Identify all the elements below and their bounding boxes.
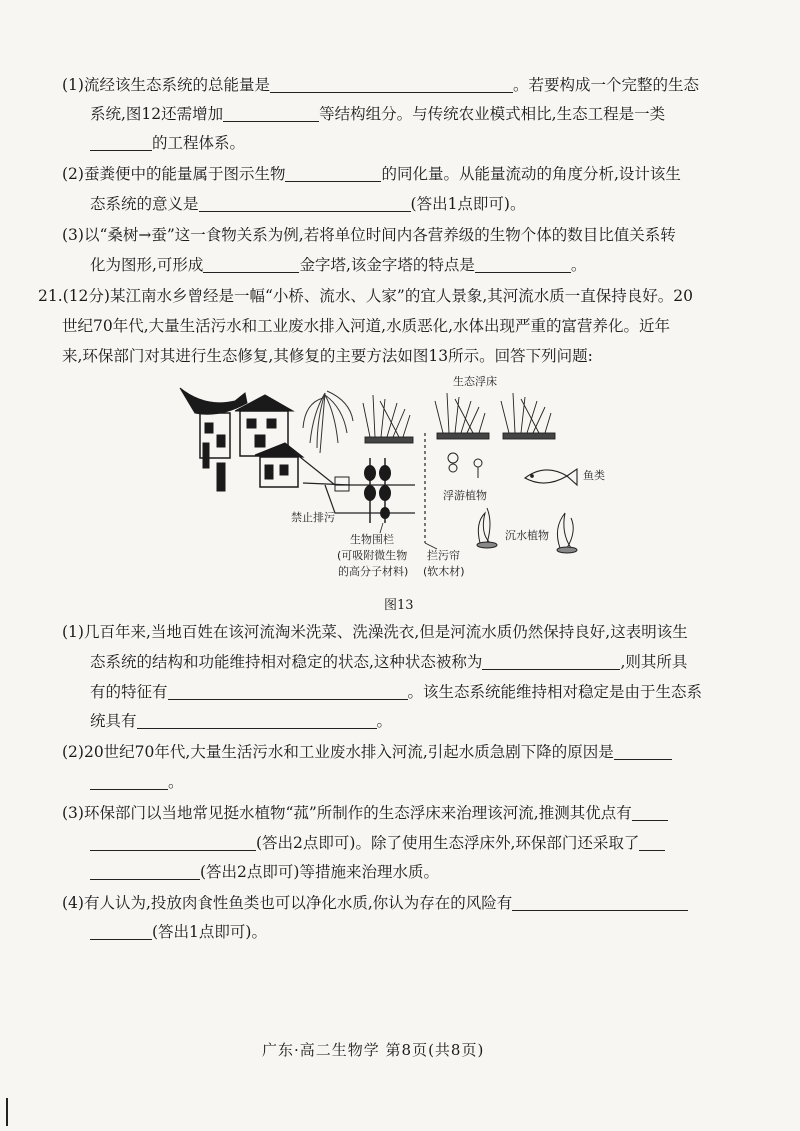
label-bio-fence: 生物围栏 (350, 533, 394, 546)
answer-blank[interactable] (137, 713, 377, 729)
q21-intro-line-b: 世纪70年代,大量生活污水和工业废水排入河道,水质恶化,水体出现严重的富营养化。近年 (62, 317, 671, 335)
willow-tree-illustration (303, 391, 353, 453)
q21-intro-line-a: 21.(12分)某江南水乡曾经是一幅“小桥、流水、人家”的宜人景象,其河流水质一直保持良好。20 (38, 287, 693, 305)
q20-2-line-b: 态系统的意义是 (答出1点即可)。 (90, 195, 526, 213)
q20-3-line-a: (3)以“桑树→蚕”这一食物关系为例,若将单位时间内各营养级的生物个体的数目比值关系转 (62, 226, 676, 244)
q21-2-line-b: 。 (90, 772, 184, 792)
answer-blank[interactable] (270, 77, 513, 93)
answer-blank[interactable] (632, 805, 668, 821)
answer-blank[interactable] (639, 835, 665, 851)
q21-1-line-a: (1)几百年来,当地百姓在该河流淘米洗菜、洗澡洗衣,但是河流水质仍然保持良好,这表明该生 (62, 623, 688, 641)
river-bank (295, 433, 425, 543)
answer-blank[interactable] (90, 835, 256, 851)
q21-1-line-d: 统具有 。 (90, 712, 393, 730)
q20-1-line-a: (1)流经该生态系统的总能量是 。若要构成一个完整的生态 (62, 76, 699, 94)
village-houses-illustration (180, 388, 303, 491)
q21-4-line-b: (答出1点即可)。 (90, 922, 267, 942)
answer-blank[interactable] (614, 744, 672, 760)
q21-4-line-a: (4)有人认为,投放肉食性鱼类也可以净化水质,你认为存在的风险有 (62, 893, 688, 913)
q21-intro-line-c: 来,环保部门对其进行生态修复,其修复的主要方法如图13所示。回答下列问题: (62, 347, 593, 365)
answer-blank[interactable] (475, 257, 571, 273)
margin-mark (6, 1098, 8, 1126)
q20-1-line-c: 的工程体系。 (90, 133, 245, 153)
plankton-icon (448, 453, 482, 478)
label-no-discharge: 禁止排污 (291, 511, 335, 524)
answer-blank[interactable] (168, 684, 408, 700)
floating-bed-illustration (363, 393, 555, 443)
page-footer: 广东·高二生物学 第8页(共8页) (262, 1041, 485, 1059)
answer-blank[interactable] (512, 895, 688, 911)
q21-2-line-a: (2)20世纪70年代,大量生活污水和工业废水排入河流,引起水质急剧下降的原因是 (62, 742, 672, 762)
q21-1-line-b: 态系统的结构和功能维持相对稳定的状态,这种状态被称为 ,则其所具 (90, 653, 688, 671)
answer-blank[interactable] (285, 166, 381, 182)
answer-blank[interactable] (90, 864, 200, 880)
answer-blank[interactable] (90, 135, 152, 151)
q20-3-line-b: 化为图形,可形成 金字塔,该金字塔的特点是 。 (90, 256, 587, 274)
q21-1-line-c: 有的特征有 。该生态系统能维持相对稳定是由于生态系 (90, 683, 703, 701)
label-curtain-note: (软木材) (423, 565, 465, 578)
answer-blank[interactable] (223, 106, 319, 122)
answer-blank[interactable] (90, 924, 152, 940)
answer-blank[interactable] (199, 196, 411, 212)
answer-blank[interactable] (203, 257, 299, 273)
label-fish: 鱼类 (583, 469, 605, 482)
figure-caption: 图13 (384, 598, 414, 613)
q20-2-line-a: (2)蚕粪便中的能量属于图示生物 的同化量。从能量流动的角度分析,设计该生 (62, 165, 681, 183)
label-floating-plants: 浮游植物 (443, 489, 487, 502)
figure-13-ecological-restoration (175, 373, 630, 588)
q21-3-line-a: (3)环保部门以当地常见挺水植物“菰”所制作的生态浮床来治理该河流,推测其优点有 (62, 803, 668, 823)
fish-icon (525, 469, 577, 485)
answer-blank[interactable] (90, 774, 168, 790)
q21-3-line-c: (答出2点即可)等措施来治理水质。 (90, 862, 439, 882)
q21-3-line-b: (答出2点即可)。除了使用生态浮床外,环保部门还采取了 (90, 833, 665, 853)
label-submerged-plants: 沉水植物 (505, 529, 549, 542)
answer-blank[interactable] (482, 654, 620, 670)
label-bio-fence-note-1: (可吸附微生物 (337, 549, 408, 562)
label-bio-fence-note-2: 的高分子材料) (338, 565, 409, 578)
q20-1-line-b: 系统,图12还需增加 等结构组分。与传统农业模式相比,生态工程是一类 (90, 105, 666, 123)
label-curtain: 拦污帘 (427, 549, 460, 562)
label-floating-bed: 生态浮床 (453, 375, 497, 388)
